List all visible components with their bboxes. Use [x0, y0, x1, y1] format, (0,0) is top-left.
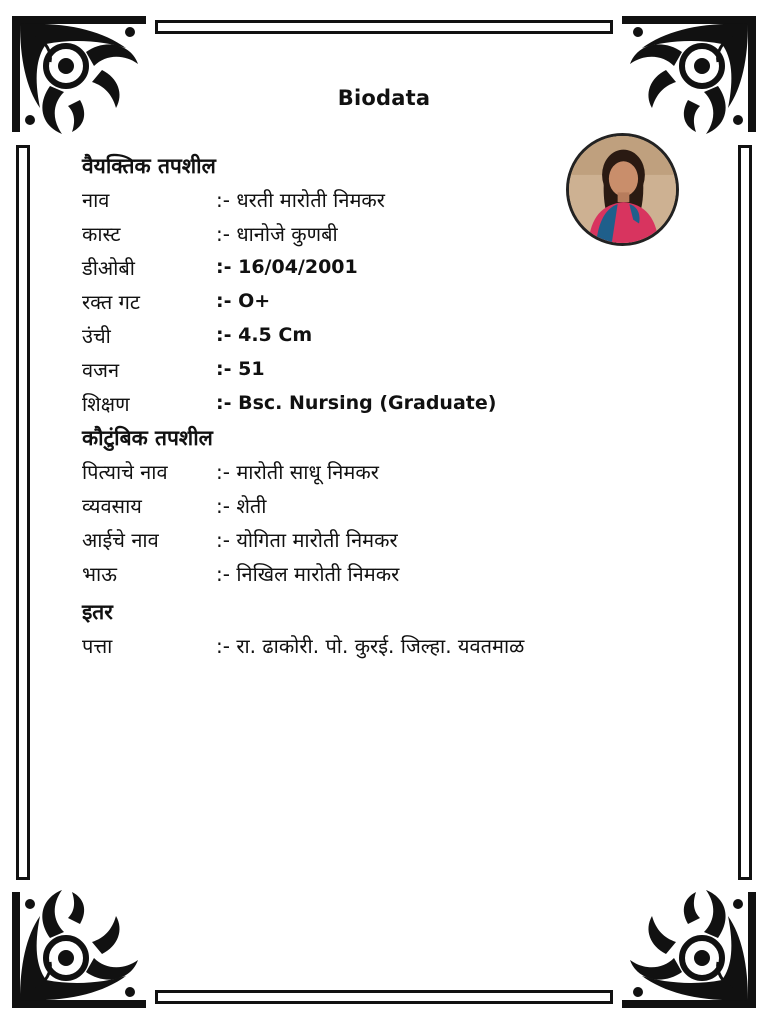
detail-label: उंची	[82, 323, 111, 348]
detail-label: व्यवसाय	[82, 493, 142, 518]
frame-right-bar	[738, 145, 752, 880]
detail-label: कास्ट	[82, 221, 121, 246]
section-heading: वैयक्तिक तपशील	[82, 154, 216, 178]
detail-value: :- O+	[216, 290, 271, 312]
biodata-content	[82, 148, 722, 662]
detail-value: :- शेती	[216, 493, 267, 518]
detail-label: रक्त गट	[82, 289, 140, 314]
detail-row	[82, 182, 722, 216]
detail-row	[82, 522, 722, 556]
detail-label: पत्ता	[82, 633, 113, 658]
detail-label: भाऊ	[82, 561, 117, 586]
detail-row	[82, 250, 722, 284]
detail-label: आईचे नाव	[82, 527, 159, 552]
detail-label: डीओबी	[82, 255, 135, 280]
detail-label: शिक्षण	[82, 391, 130, 416]
ornamental-corner-icon	[617, 8, 762, 138]
detail-row	[82, 488, 722, 522]
frame-bottom-bar	[155, 990, 613, 1004]
detail-row	[82, 352, 722, 386]
detail-row	[82, 318, 722, 352]
detail-value: :- Bsc. Nursing (Graduate)	[216, 392, 497, 414]
detail-value: :- 51	[216, 358, 265, 380]
detail-value: :- 4.5 Cm	[216, 324, 313, 346]
detail-value: :- 16/04/2001	[216, 256, 358, 278]
detail-row	[82, 556, 722, 590]
detail-row	[82, 454, 722, 488]
detail-label: नाव	[82, 187, 110, 212]
detail-value: :- निखिल मारोती निमकर	[216, 561, 400, 586]
ornamental-corner-icon	[6, 886, 151, 1016]
detail-value: :- योगिता मारोती निमकर	[216, 527, 398, 552]
detail-value: :- धानोजे कुणबी	[216, 221, 338, 246]
detail-row	[82, 216, 722, 250]
section-heading: इतर	[82, 600, 113, 624]
detail-row	[82, 284, 722, 318]
detail-label: वजन	[82, 357, 120, 382]
detail-value: :- रा. ढाकोरी. पो. कुरई. जिल्हा. यवतमाळ	[216, 633, 525, 658]
detail-label: पित्याचे नाव	[82, 459, 168, 484]
detail-row	[82, 386, 722, 420]
ornamental-corner-icon	[6, 8, 151, 138]
other-details-section	[82, 596, 722, 662]
detail-value: :- मारोती साधू निमकर	[216, 459, 379, 484]
frame-top-bar	[155, 20, 613, 34]
family-details-section	[82, 422, 722, 590]
section-heading: कौटुंबिक तपशील	[82, 426, 213, 450]
frame-left-bar	[16, 145, 30, 880]
detail-row	[82, 628, 722, 662]
page-title: Biodata	[337, 86, 431, 110]
detail-value: :- धरती मारोती निमकर	[216, 187, 385, 212]
personal-details-section	[82, 150, 722, 420]
ornamental-corner-icon	[617, 886, 762, 1016]
